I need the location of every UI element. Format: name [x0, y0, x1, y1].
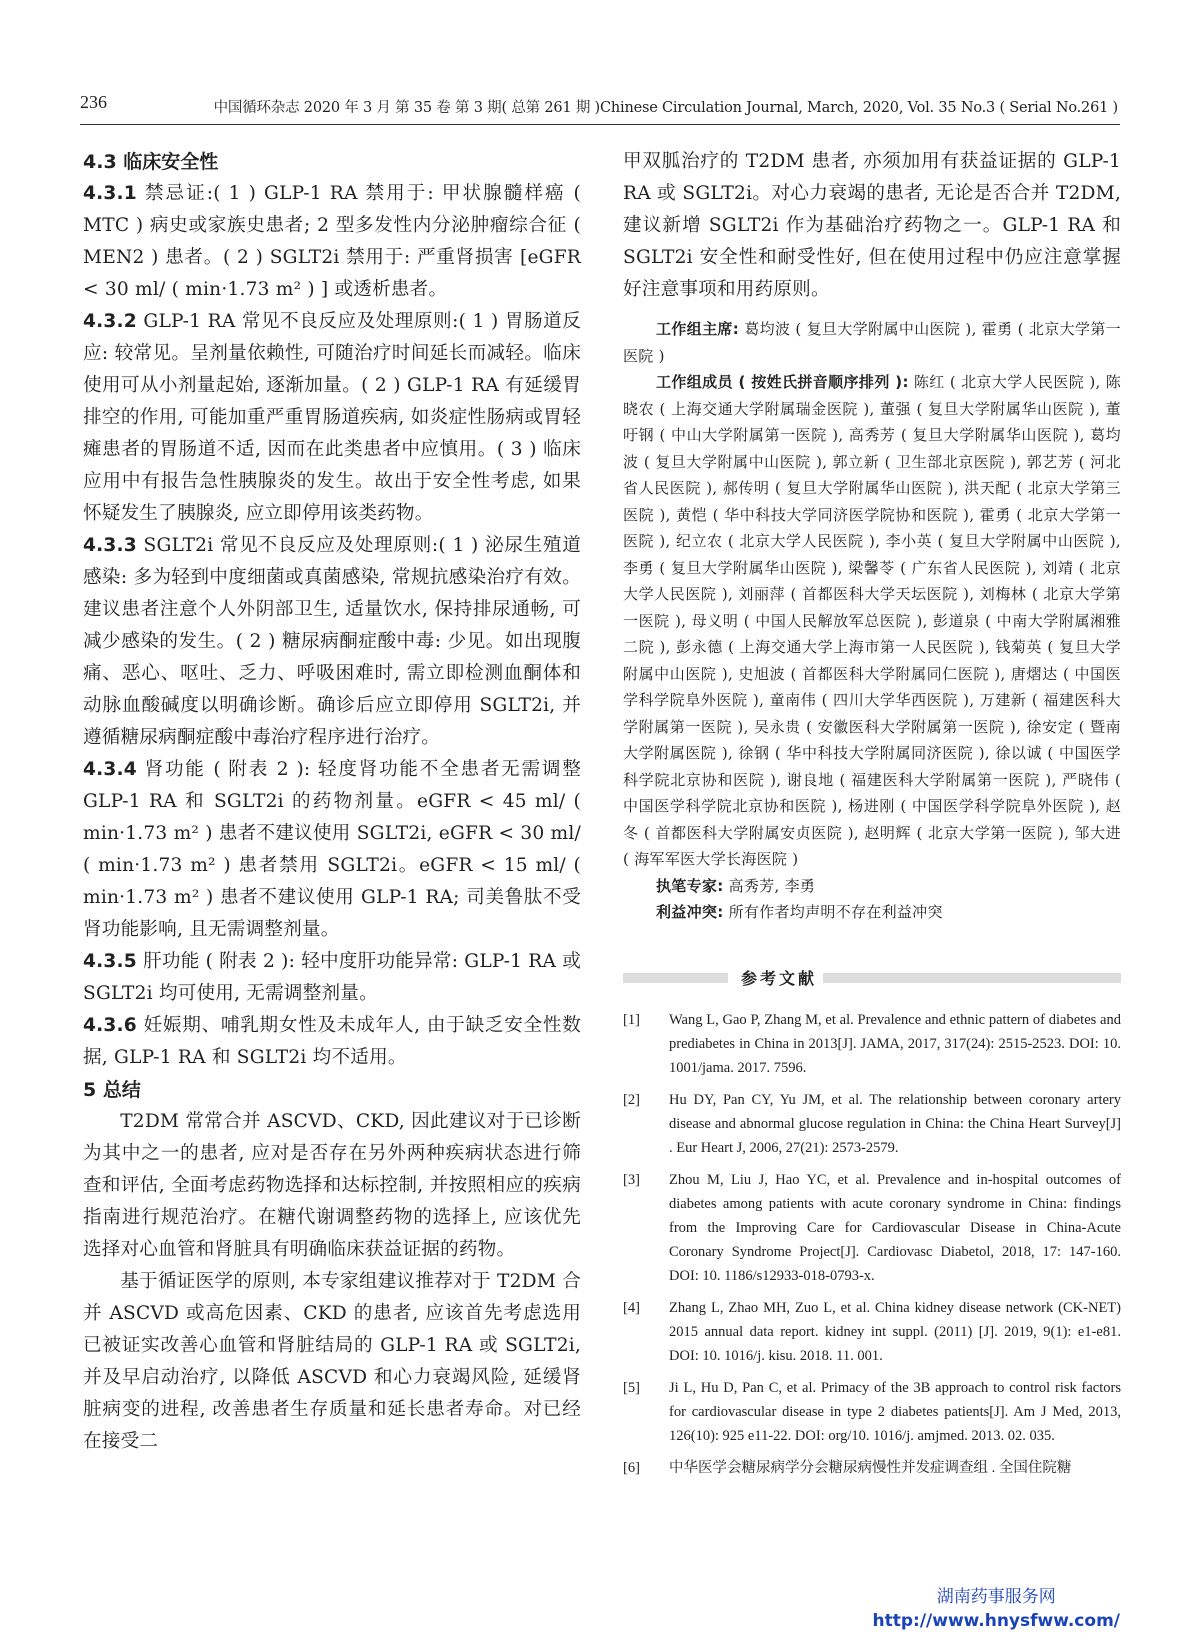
page-number: 236 — [80, 92, 107, 112]
reference-number: [1] — [623, 1011, 640, 1028]
reference-item — [623, 1088, 1121, 1160]
reference-text: 中华医学会糖尿病学分会糖尿病慢性并发症调查组 . 全国住院糖 — [669, 1459, 1072, 1476]
reference-text: Zhou M, Liu J, Hao YC, et al. Prevalence and in-hospital outcomes of diabetes among patients with acute coronary syndrome in China: findings from the Improving Care for Cardiovascular Disease in China-Acute Coronary Syndrome Project[J]. Cardiovasc Diabetol, 2018, 17: 147-160. DOI: 10. 1186/s12933-018-0793-x. — [669, 1171, 1121, 1284]
subsection-number: 4.3.3 — [83, 535, 137, 556]
paragraph-text: 肾功能 ( 附表 2 ): 轻度肾功能不全患者无需调整 GLP-1 RA 和 SGLT2i 的药物剂量。eGFR < 45 ml/ ( min·1.73 m² ) 患者不建议使用 SGLT2i, eGFR < 30 ml/ ( min·1.73 m² ) 患者禁用 SGLT2i。eGFR < 15 ml/ ( min·1.73 m² ) 患者不建议使用 GLP-1 RA; 司美鲁肽不受肾功能影响, 且无需调整剂量。 — [83, 759, 581, 940]
paragraph-4-3-4 — [83, 754, 581, 946]
reference-text: Wang L, Gao P, Zhang M, et al. Prevalence and ethnic pattern of diabetes and prediabetes in China in 2013[J]. JAMA, 2017, 317(24): 2515-2523. DOI: 10. 1001/jama. 2017. 7596. — [669, 1011, 1121, 1076]
summary-paragraph-3: 甲双胍治疗的 T2DM 患者, 亦须加用有获益证据的 GLP-1 RA 或 SGLT2i。对心力衰竭的患者, 无论是否合并 T2DM, 建议新增 SGLT2i 作为基础治疗药物之一。GLP-1 RA 和 SGLT2i 安全性和耐受性好, 但在使用过程中仍应注意掌握好注意事项和用药原则。 — [623, 151, 1121, 300]
members-text: 陈红 ( 北京大学人民医院 ), 陈晓农 ( 上海交通大学附属瑞金医院 ), 董强 ( 复旦大学附属华山医院 ), 董吁钢 ( 中山大学附属第一医院 ), 高秀芳 ( 复旦大学附属华山医院 ), 葛均波 ( 复旦大学附属中山医院 ), 郭立新 ( 卫生部北京医院 ), 郭艺芳 ( 河北省人民医院 ), 郝传明 ( 复旦大学附属华山医院 ), 洪天配 ( 北京大学第三医院 ), 黄恺 ( 华中科技大学同济医学院协和医院 ), 霍勇 ( 北京大学第一医院 ), 纪立农 ( 北京大学人民医院 ), 李小英 ( 复旦大学附属中山医院 ), 李勇 ( 复旦大学附属华山医院 ), 梁馨苓 ( 广东省人民医院 ), 刘靖 ( 北京大学人民医院 ), 刘丽萍 ( 首都医科大学天坛医院 ), 刘梅林 ( 北京大学第一医院 ), 母义明 ( 中国人民解放军总医院 ), 彭道泉 ( 中南大学附属湘雅二院 ), 彭永德 ( 上海交通大学上海市第一人民医院 ), 钱菊英 ( 复旦大学附属中山医院 ), 史旭波 ( 首都医科大学附属同仁医院 ), 唐熠达 ( 中国医学科学院阜外医院 ), 童南伟 ( 四川大学华西医院 ), 万建新 ( 福建医科大学附属第一医院 ), 吴永贵 ( 安徽医科大学附属第一医院 ), 徐安定 ( 暨南大学附属医院 ), 徐钢 ( 华中科技大学附属同济医院 ), 徐以诚 ( 中国医学科学院北京协和医院 ), 谢良地 ( 福建医科大学附属第一医院 ), 严晓伟 ( 中国医学科学院北京协和医院 ), 杨进刚 ( 中国医学科学院阜外医院 ), 赵冬 ( 首都医科大学附属安贞医院 ), 赵明辉 ( 北京大学第一医院 ), 邹大进 ( 海军军医大学长海医院 ) — [623, 373, 1121, 868]
reference-item — [623, 1008, 1121, 1080]
right-column — [623, 146, 1121, 1488]
subsection-number: 4.3.2 — [83, 311, 137, 332]
left-column — [83, 146, 581, 1458]
paragraph-text: SGLT2i 常见不良反应及处理原则:( 1 ) 泌尿生殖道感染: 多为轻到中度细菌或真菌感染, 常规抗感染治疗有效。建议患者注意个人外阴部卫生, 适量饮水, 保持排尿通畅, 可减少感染的发生。( 2 ) 糖尿病酮症酸中毒: 少见。如出现腹痛、恶心、呕吐、乏力、呼吸困难时, 需立即检测血酮体和动脉血酸碱度以明确诊断。确诊后应立即停用 SGLT2i, 并遵循糖尿病酮症酸中毒治疗程序进行治疗。 — [83, 535, 581, 748]
writer-text: 高秀芳, 李勇 — [723, 876, 816, 895]
label: 工作组主席: — [656, 320, 740, 338]
paragraph-text: 禁忌证:( 1 ) GLP-1 RA 禁用于: 甲状腺髓样癌 ( MTC ) 病史或家族史患者; 2 型多发性内分泌肿瘤综合征 ( MEN2 ) 患者。( 2 ) SGLT2i 禁用于: 严重肾损害 [eGFR < 30 ml/ ( min·1.73 m² ) ] 或透析患者。 — [83, 183, 581, 300]
running-head: 中国循环杂志 2020 年 3 月 第 35 卷 第 3 期( 总第 261 期 )Chinese Circulation Journal, March, 2020, Vol. 35 No.3 ( Serial No.261 ) — [213, 100, 1118, 116]
header-bar — [823, 973, 1121, 983]
reference-number: [6] — [623, 1459, 640, 1476]
header-rule — [80, 124, 1120, 125]
summary-paragraph-1: T2DM 常常合并 ASCVD、CKD, 因此建议对于已诊断为其中之一的患者, 应对是否存在另外两种疾病状态进行筛查和评估, 全面考虑药物选择和达标控制, 并按照相应的疾病指南进行规范治疗。在糖代谢调整药物的选择上, 应该优先选择对心血管和肾脏具有明确临床获益证据的药物。 — [83, 1111, 581, 1260]
reference-number: [4] — [623, 1299, 640, 1316]
chair-text: 葛均波 ( 复旦大学附属中山医院 ), 霍勇 ( 北京大学第一医院 ) — [623, 320, 1121, 365]
writing-experts — [623, 873, 1121, 900]
subsection-number: 4.3.1 — [83, 183, 137, 204]
reference-item — [623, 1456, 1121, 1480]
paragraph-4-3-5 — [83, 946, 581, 1010]
label: 执笔专家: — [656, 876, 724, 895]
section-heading-5: 5 总结 — [83, 1079, 141, 1101]
watermark-url[interactable]: http://www.hnysfww.com/ — [872, 1611, 1120, 1631]
reference-item — [623, 1296, 1121, 1368]
watermark-site-name: 湖南药事服务网 — [936, 1587, 1056, 1607]
references-header — [623, 966, 1121, 990]
paragraph-4-3-3 — [83, 530, 581, 754]
paragraph-4-3-6 — [83, 1010, 581, 1074]
reference-number: [2] — [623, 1091, 640, 1108]
section-heading-4-3: 4.3 临床安全性 — [83, 151, 219, 173]
reference-item — [623, 1168, 1121, 1288]
reference-text: Zhang L, Zhao MH, Zuo L, et al. China kidney disease network (CK-NET) 2015 annual data report. kidney int suppl. (2011) [J]. 2019, 9(1): e1-e81. DOI: 10. 1016/j. kisu. 2018. 11. 001. — [669, 1299, 1121, 1364]
subsection-number: 4.3.5 — [83, 951, 137, 972]
reference-number: [3] — [623, 1171, 640, 1188]
reference-list — [623, 1008, 1121, 1480]
conflict-text: 所有作者均声明不存在利益冲突 — [723, 903, 943, 921]
label: 工作组成员 ( 按姓氏拼音顺序排列 ): — [656, 373, 909, 391]
conflict-of-interest — [623, 899, 1121, 926]
label: 利益冲突: — [656, 903, 724, 921]
paragraph-4-3-1 — [83, 178, 581, 306]
work-group-chair — [623, 316, 1121, 369]
watermark — [873, 1585, 1121, 1633]
subsection-number: 4.3.4 — [83, 759, 137, 780]
reference-text: Ji L, Hu D, Pan C, et al. Primacy of the 3B approach to control risk factors for cardiovascular disease in type 2 diabetes patients[J]. Am J Med, 2013, 126(10): 925 e11-22. DOI: org/10. 1016/j. amjmed. 2013. 02. 035. — [669, 1379, 1121, 1444]
reference-text: Hu DY, Pan CY, Yu JM, et al. The relationship between coronary artery disease and abnormal glucose regulation in China: the China Heart Survey[J] . Eur Heart J, 2006, 27(21): 2573-2579. — [669, 1091, 1121, 1156]
paragraph-text: 妊娠期、哺乳期女性及未成年人, 由于缺乏安全性数据, GLP-1 RA 和 SGLT2i 均不适用。 — [83, 1015, 581, 1068]
reference-number: [5] — [623, 1379, 640, 1396]
paragraph-4-3-2 — [83, 306, 581, 530]
summary-paragraph-2: 基于循证医学的原则, 本专家组建议推荐对于 T2DM 合并 ASCVD 或高危因素、CKD 的患者, 应该首先考虑选用已被证实改善心血管和肾脏结局的 GLP-1 RA 或 SGLT2i, 并及早启动治疗, 以降低 ASCVD 和心力衰竭风险, 延缓肾脏病变的进程, 改善患者生存质量和延长患者寿命。对已经在接受二 — [83, 1271, 581, 1452]
paragraph-text: 肝功能 ( 附表 2 ): 轻中度肝功能异常: GLP-1 RA 或 SGLT2i 均可使用, 无需调整剂量。 — [83, 951, 581, 1004]
header-bar — [623, 973, 728, 983]
paragraph-text: GLP-1 RA 常见不良反应及处理原则:( 1 ) 胃肠道反应: 较常见。呈剂量依赖性, 可随治疗时间延长而减轻。临床使用可从小剂量起始, 逐渐加量。( 2 ) GLP-1 RA 有延缓胃排空的作用, 可能加重严重胃肠道疾病, 如炎症性肠病或胃轻瘫患者的胃肠道不适, 因而在此类患者中应慎用。( 3 ) 临床应用中有报告急性胰腺炎的发生。故出于安全性考虑, 如果怀疑发生了胰腺炎, 应立即停用该类药物。 — [83, 311, 581, 524]
reference-item — [623, 1376, 1121, 1448]
references-title: 参考文献 — [741, 968, 818, 988]
work-group-members — [623, 369, 1121, 873]
subsection-number: 4.3.6 — [83, 1015, 137, 1036]
